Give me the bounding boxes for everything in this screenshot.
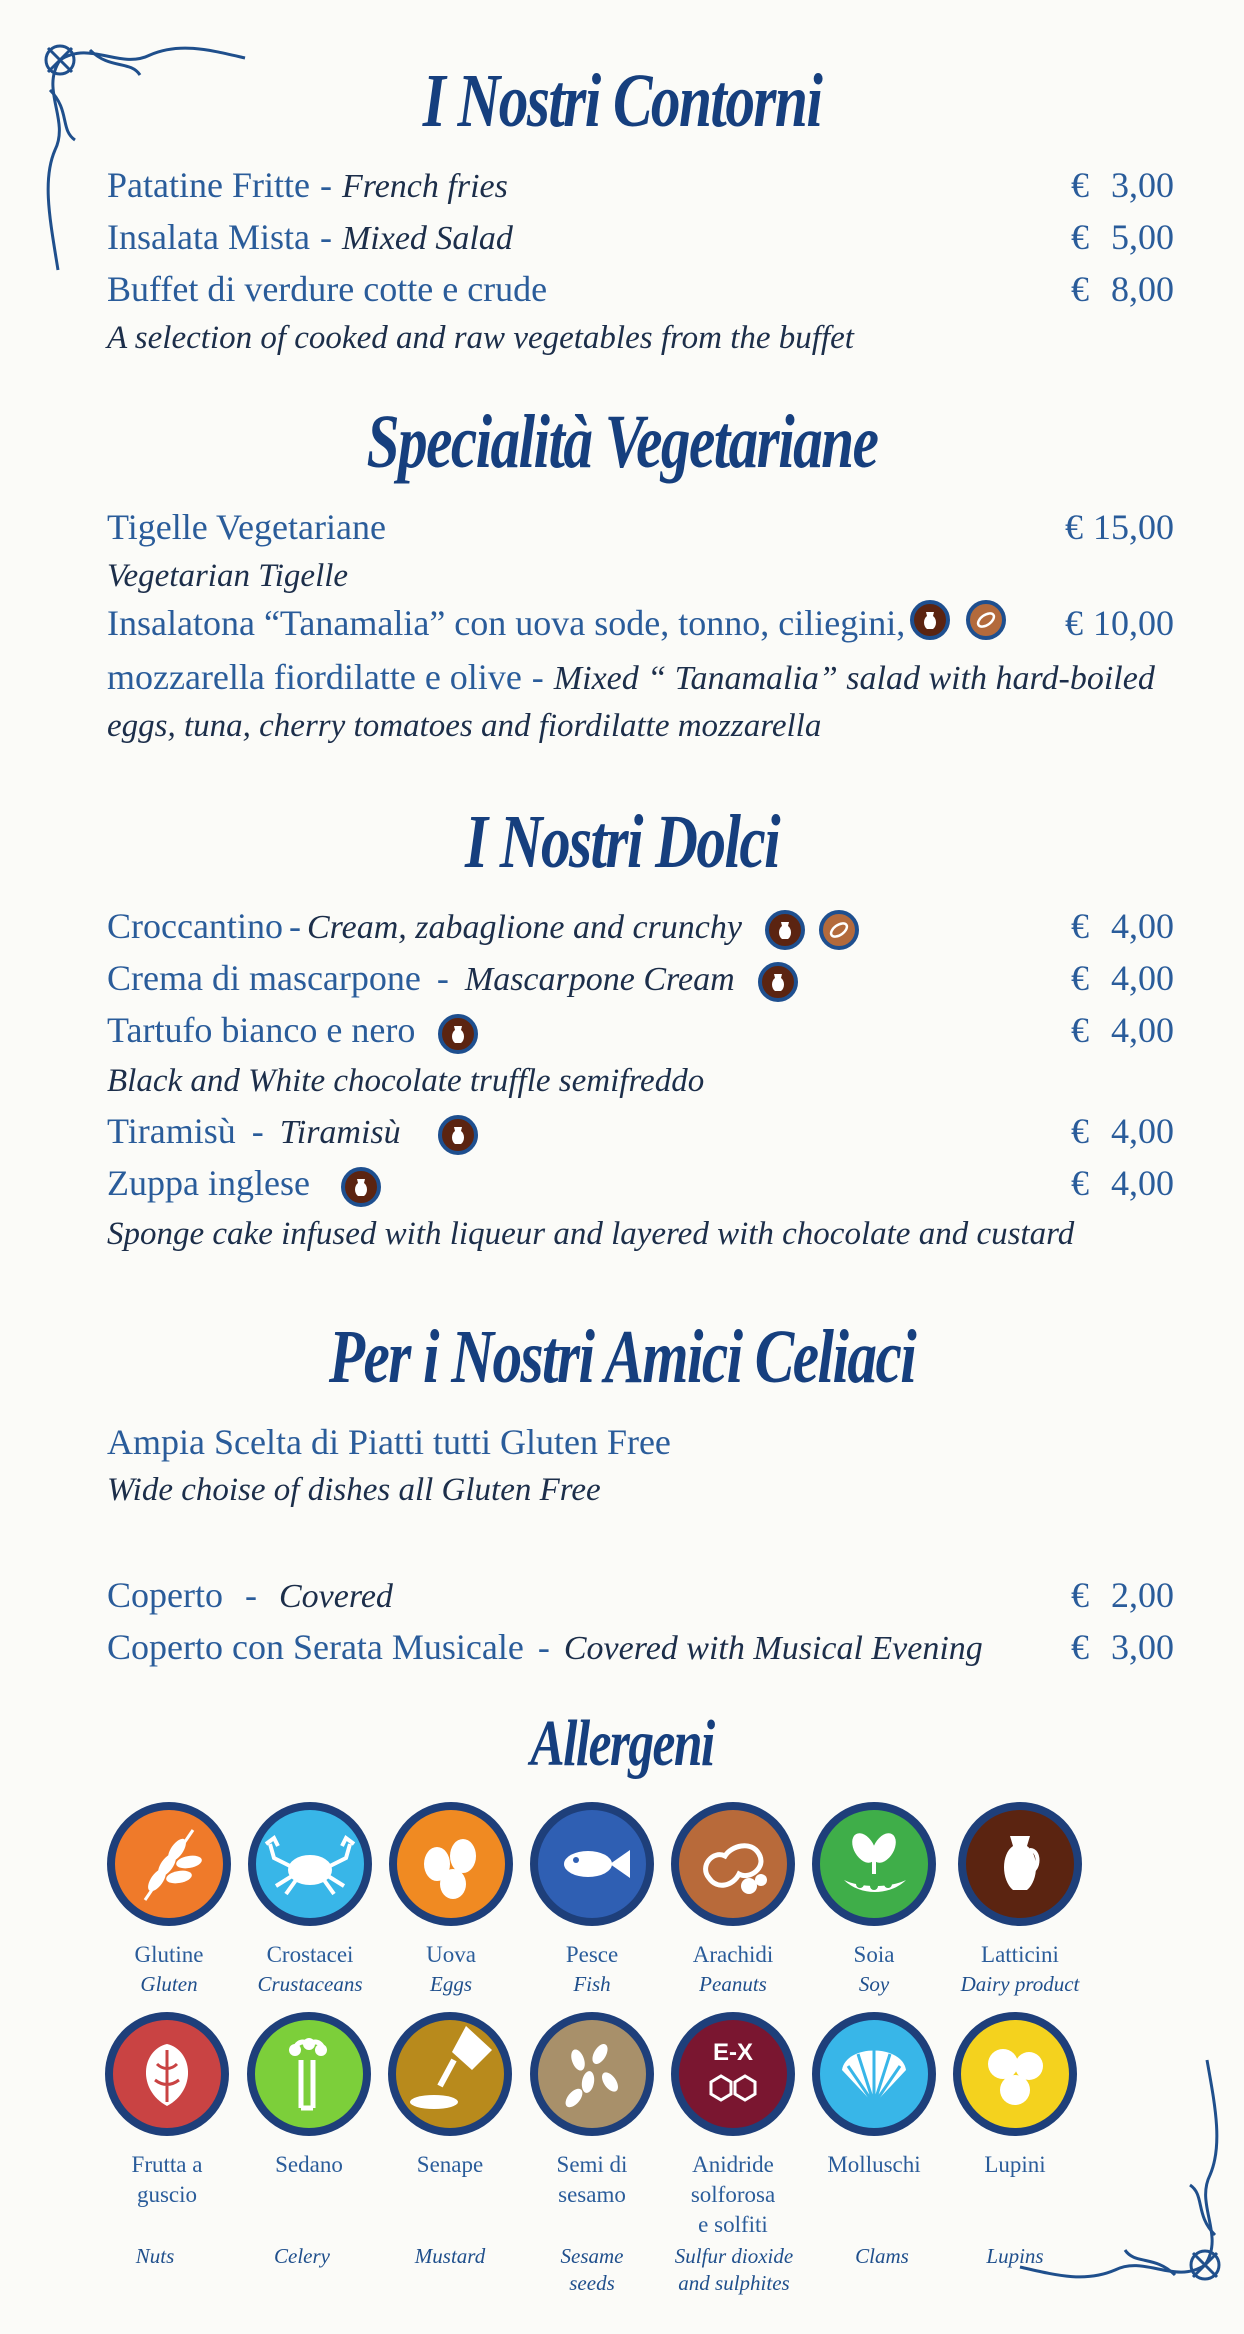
- item-name-it: Tiramisù: [107, 1111, 236, 1151]
- eggs-icon: [397, 1810, 505, 1918]
- sesame-icon: [538, 2020, 646, 2128]
- item-name-it: Crema di mascarpone: [107, 958, 421, 998]
- item-description: A selection of cooked and raw vegetables from the buffet: [107, 320, 854, 356]
- jug-icon: [966, 1810, 1074, 1918]
- allergen-sesame: [522, 2012, 662, 2210]
- allergen-crustaceans: [240, 1802, 380, 1998]
- dairy-allergen-icon: [758, 962, 798, 1002]
- menu-item: [107, 505, 386, 549]
- allergen-name-en: Fish: [573, 1972, 611, 1996]
- menu-item: Crema di mascarpone - Mascarpone Cream: [107, 956, 798, 1002]
- allergen-sulphites: [663, 2012, 803, 2240]
- peanut-allergen-icon: [819, 910, 859, 950]
- item-name-it: Coperto con Serata Musicale: [107, 1627, 524, 1667]
- menu-item: [107, 601, 905, 645]
- item-price: € 3,00: [1071, 165, 1174, 205]
- allergen-molluscs: [804, 2012, 944, 2180]
- allergen-name-it: Anidride solforosa e solfiti: [690, 2152, 776, 2237]
- item-name-it: Tigelle Vegetariane: [107, 507, 386, 547]
- celiac-info-en: Wide choise of dishes all Gluten Free: [107, 1472, 601, 1508]
- allergen-name-it: Soia: [853, 1942, 895, 1967]
- shell-icon: [820, 2020, 928, 2128]
- item-name-it: Insalata Mista: [107, 217, 310, 257]
- allergen-name-it: Glutine: [134, 1942, 204, 1967]
- item-name-it: Patatine Fritte: [107, 165, 310, 205]
- fish-icon: [538, 1810, 646, 1918]
- allergen-name-en: Mustard: [414, 2244, 486, 2268]
- item-price: € 5,00: [1071, 217, 1174, 257]
- item-price: € 3,00: [1071, 1627, 1174, 1667]
- item-name-it: Zuppa inglese: [107, 1163, 310, 1203]
- allergen-name-it: Sedano: [275, 2152, 343, 2177]
- item-name-it: mozzarella fiordilatte e olive: [107, 657, 522, 697]
- item-name-it: Insalatona “Tanamalia” con uova sode, tonno, ciliegini,: [107, 603, 906, 643]
- section-title-contorni: I Nostri Contorni: [422, 59, 822, 143]
- allergen-name-it: Crostacei: [266, 1942, 354, 1967]
- allergen-name-en: Sesame seeds: [560, 2244, 624, 2295]
- item-name-it: Coperto: [107, 1575, 223, 1615]
- item-price: € 4,00: [1071, 1163, 1174, 1203]
- allergen-name-en: Sulfur dioxide and sulphites: [674, 2244, 794, 2295]
- menu-item: [107, 1008, 478, 1054]
- menu-item: Insalata Mista - Mixed Salad: [107, 217, 513, 257]
- sulfite-icon: [679, 2020, 787, 2128]
- item-name-en: Cream, zabaglione and crunchy: [306, 909, 742, 946]
- soy-icon: [820, 1810, 928, 1918]
- allergen-name-it: Arachidi: [692, 1942, 774, 1967]
- allergen-peanuts: [663, 1802, 803, 1998]
- menu-item: Coperto - Covered: [107, 1575, 393, 1615]
- allergen-name-it: Molluschi: [827, 2152, 921, 2177]
- allergen-eggs: [381, 1802, 521, 1998]
- item-name-en: Mascarpone Cream: [464, 961, 735, 998]
- item-price: € 4,00: [1071, 906, 1174, 946]
- allergen-lupins: [945, 2012, 1085, 2180]
- menu-item: [107, 1161, 381, 1207]
- mustard-icon: [396, 2020, 504, 2128]
- item-price: € 2,00: [1071, 1575, 1174, 1615]
- section-title-celiaci: Per i Nostri Amici Celiaci: [328, 1315, 916, 1399]
- section-title-dolci: I Nostri Dolci: [464, 800, 780, 884]
- item-description: eggs, tuna, cherry tomatoes and fiordilatte mozzarella: [107, 708, 822, 744]
- peanut-icon: [679, 1810, 787, 1918]
- allergen-name-en: Clams: [855, 2244, 909, 2268]
- allergen-mustard: [380, 2012, 520, 2180]
- item-price: € 4,00: [1071, 1010, 1174, 1050]
- celiac-info: Ampia Scelta di Piatti tutti Gluten Free: [107, 1422, 671, 1462]
- allergen-name-it: Latticini: [981, 1942, 1059, 1967]
- lupin-icon: [961, 2020, 1069, 2128]
- item-price: € 4,00: [1071, 1111, 1174, 1151]
- peanut-allergen-icon: [966, 600, 1006, 640]
- item-name-en: French fries: [341, 168, 508, 205]
- allergen-soy: [804, 1802, 944, 1998]
- item-name-en: Mixed “ Tanamalia” salad with hard-boiled: [553, 660, 1155, 697]
- section-title-allergeni: Allergeni: [530, 1707, 714, 1780]
- item-description: Black and White chocolate truffle semifreddo: [107, 1063, 705, 1099]
- allergen-name-en: Celery: [274, 2244, 330, 2268]
- allergen-name-it: Lupini: [984, 2152, 1046, 2177]
- dairy-allergen-icon: [438, 1014, 478, 1054]
- item-description: Vegetarian Tigelle: [107, 558, 349, 594]
- allergen-name-en: Peanuts: [699, 1972, 767, 1996]
- item-price: € 15,00: [1065, 507, 1174, 547]
- menu-item-continued: mozzarella fiordilatte e olive - Mixed “ Tanamalia” salad with hard-boiled: [107, 657, 1155, 697]
- item-name-it: Tartufo bianco e nero: [107, 1010, 416, 1050]
- dairy-allergen-icon: [765, 910, 805, 950]
- item-name-en: Mixed Salad: [341, 220, 513, 257]
- allergen-fish: [522, 1802, 662, 1998]
- item-name-en: Covered: [278, 1578, 393, 1615]
- allergen-celery: [239, 2012, 379, 2180]
- allergen-name-en: Dairy product: [960, 1972, 1080, 1996]
- allergen-name-en: Crustaceans: [257, 1972, 363, 1996]
- section-title-vegetariane: Specialità Vegetariane: [366, 400, 878, 484]
- dairy-allergen-icon: [341, 1167, 381, 1207]
- allergen-gluten: [99, 1802, 239, 1998]
- allergen-nuts: [97, 2012, 237, 2210]
- menu-item: Coperto con Serata Musicale - Covered with Musical Evening: [107, 1627, 983, 1667]
- item-name-en: Tiramisù: [279, 1114, 401, 1151]
- item-price: € 10,00: [1065, 603, 1174, 643]
- item-name-it: Croccantino: [107, 906, 283, 946]
- wheat-icon: [115, 1810, 223, 1918]
- item-description: Sponge cake infused with liqueur and layered with chocolate and custard: [107, 1216, 1075, 1252]
- allergen-name-en: Lupins: [986, 2244, 1044, 2268]
- crab-icon: [256, 1810, 364, 1918]
- menu-item: Patatine Fritte - French fries: [107, 165, 508, 205]
- allergen-name-it: Senape: [416, 2152, 484, 2177]
- item-name-it: Buffet di verdure cotte e crude: [107, 269, 548, 309]
- allergen-name-it: Semi di sesamo: [556, 2152, 628, 2207]
- allergen-name-it: Frutta a guscio: [131, 2152, 203, 2207]
- menu-item: [107, 267, 547, 311]
- allergen-name-it: Pesce: [565, 1942, 619, 1967]
- allergen-dairy: [945, 1802, 1095, 1998]
- nut-icon: [113, 2020, 221, 2128]
- allergen-name-en: Gluten: [140, 1972, 198, 1996]
- item-price: € 4,00: [1071, 958, 1174, 998]
- dairy-allergen-icon: [438, 1115, 478, 1155]
- item-price: € 8,00: [1071, 269, 1174, 309]
- celery-icon: [255, 2020, 363, 2128]
- sulfite-icon-label: E-X: [712, 2039, 754, 2066]
- allergen-name-it: Uova: [426, 1942, 476, 1967]
- menu-item: Croccantino - Cream, zabaglione and crunchy: [107, 904, 859, 950]
- allergen-name-en: Eggs: [430, 1972, 472, 1996]
- allergen-name-en: Nuts: [135, 2244, 175, 2268]
- item-name-en: Covered with Musical Evening: [563, 1630, 983, 1667]
- menu-item: Tiramisù - Tiramisù: [107, 1109, 478, 1155]
- dairy-allergen-icon: [910, 600, 950, 640]
- allergen-name-en: Soy: [858, 1972, 890, 1996]
